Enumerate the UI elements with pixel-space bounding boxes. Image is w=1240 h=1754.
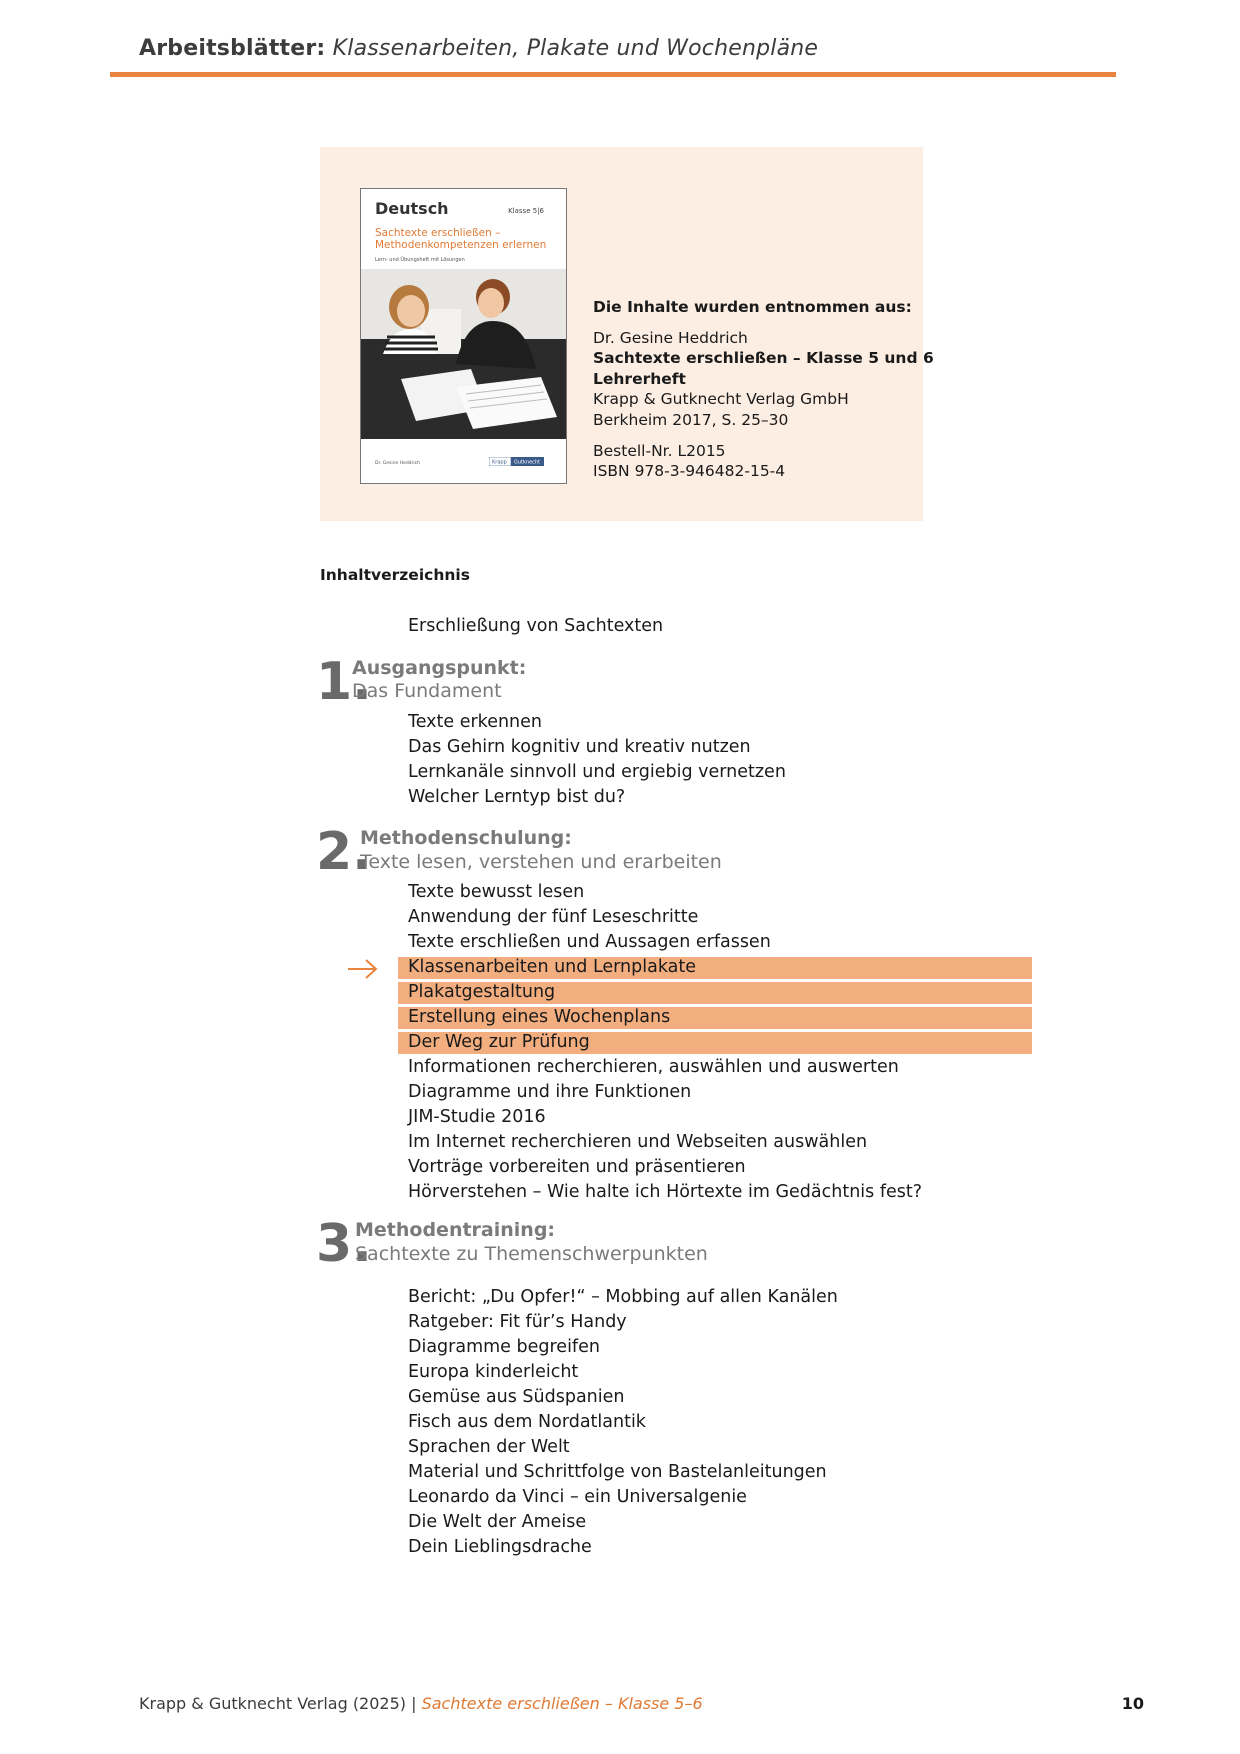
- list-item: Texte erschließen und Aussagen erfassen: [408, 932, 771, 952]
- source-info-box: [320, 147, 934, 521]
- cover-photo-children: [361, 269, 566, 439]
- list-item: Diagramme begreifen: [408, 1337, 600, 1357]
- source-author: Dr. Gesine Heddrich: [593, 328, 748, 347]
- cover-title: [375, 227, 555, 251]
- section-1-subtitle: Das Fundament: [352, 680, 502, 702]
- cover-title-line2: Methodenkompetenzen erlernen: [375, 239, 547, 251]
- page-number: 10: [1121, 1694, 1144, 1713]
- toc-intro-item: Erschließung von Sachtexten: [408, 616, 664, 636]
- source-isbn: ISBN 978-3-946482-15-4: [593, 462, 786, 481]
- list-item-highlighted: Klassenarbeiten und Lernplakate: [408, 957, 697, 977]
- list-item: Gemüse aus Südspanien: [408, 1387, 625, 1407]
- list-item: Das Gehirn kognitiv und kreativ nutzen: [408, 737, 751, 757]
- section-1-number: 1.: [316, 652, 372, 712]
- cover-author: Dr. Gesine Heddrich: [375, 461, 420, 466]
- cover-class: Klasse 5|6: [508, 207, 544, 215]
- source-title: Sachtexte erschließen – Klasse 5 und 6: [593, 349, 934, 368]
- section-2-number: 2.: [316, 822, 372, 882]
- header-rule: [110, 72, 1116, 77]
- source-type: Lehrerheft: [593, 369, 686, 388]
- header-title-bold: Arbeitsblätter:: [139, 36, 326, 61]
- page-footer: [139, 1694, 703, 1713]
- section-3-number: 3.: [316, 1214, 372, 1274]
- svg-text:Gutknecht: Gutknecht: [514, 459, 541, 466]
- source-intro: Die Inhalte wurden entnommen aus:: [593, 298, 912, 316]
- list-item: Hörverstehen – Wie halte ich Hörtexte im Gedächtnis fest?: [408, 1182, 923, 1202]
- section-2-subtitle: Texte lesen, verstehen und erarbeiten: [360, 851, 722, 873]
- list-item: Im Internet recherchieren und Webseiten auswählen: [408, 1132, 868, 1152]
- list-item: Sprachen der Welt: [408, 1437, 570, 1457]
- book-cover-image: [360, 188, 567, 484]
- cover-subject: Deutsch: [375, 199, 449, 218]
- list-item: JIM-Studie 2016: [408, 1107, 546, 1127]
- list-item: Bericht: „Du Opfer!“ – Mobbing auf allen Kanälen: [408, 1287, 838, 1307]
- list-item: Texte erkennen: [408, 712, 543, 732]
- section-1-title: Ausgangspunkt:: [352, 657, 527, 679]
- list-item: Diagramme und ihre Funktionen: [408, 1082, 692, 1102]
- source-place: Berkheim 2017, S. 25–30: [593, 410, 789, 429]
- list-item-highlighted: Der Weg zur Prüfung: [408, 1032, 590, 1052]
- svg-text:Krapp: Krapp: [492, 459, 507, 466]
- list-item: Informationen recherchieren, auswählen und auswerten: [408, 1057, 899, 1077]
- section-3-title: Methodentraining:: [355, 1219, 556, 1241]
- list-item: Dein Lieblingsdrache: [408, 1537, 592, 1557]
- list-item: Welcher Lerntyp bist du?: [408, 787, 626, 807]
- list-item: Material und Schrittfolge von Bastelanleitungen: [408, 1462, 827, 1482]
- list-item: Texte bewusst lesen: [408, 882, 585, 902]
- list-item: Fisch aus dem Nordatlantik: [408, 1412, 646, 1432]
- publisher-logo-icon: [489, 457, 544, 466]
- list-item: Die Welt der Ameise: [408, 1512, 587, 1532]
- cover-subtitle: Lern- und Übungsheft mit Lösungen: [375, 257, 465, 263]
- list-item: Anwendung der fünf Leseschritte: [408, 907, 699, 927]
- list-item: Ratgeber: Fit für’s Handy: [408, 1312, 627, 1332]
- list-item: Europa kinderleicht: [408, 1362, 579, 1382]
- footer-book-title: Sachtexte erschließen – Klasse 5–6: [421, 1694, 703, 1713]
- source-order-no: Bestell-Nr. L2015: [593, 441, 726, 460]
- footer-publisher: Krapp & Gutknecht Verlag (2025) |: [139, 1694, 417, 1713]
- list-item: Vorträge vorbereiten und präsentieren: [408, 1157, 746, 1177]
- header-title-italic: Klassenarbeiten, Plakate und Wochenpläne: [332, 36, 819, 61]
- source-details: [593, 297, 934, 482]
- list-item-highlighted: Plakatgestaltung: [408, 982, 556, 1002]
- list-item-highlighted: Erstellung eines Wochenplans: [408, 1007, 671, 1027]
- section-2-title: Methodenschulung:: [360, 827, 572, 849]
- page-header: [139, 36, 818, 61]
- cover-title-line1: Sachtexte erschließen –: [375, 227, 501, 239]
- section-3-subtitle: Sachtexte zu Themenschwerpunkten: [355, 1243, 708, 1265]
- source-publisher: Krapp & Gutknecht Verlag GmbH: [593, 390, 849, 409]
- list-item: Leonardo da Vinci – ein Universalgenie: [408, 1487, 747, 1507]
- list-item: Lernkanäle sinnvoll und ergiebig vernetzen: [408, 762, 786, 782]
- toc-heading: Inhaltverzeichnis: [320, 566, 470, 584]
- arrow-right-icon: [346, 957, 380, 981]
